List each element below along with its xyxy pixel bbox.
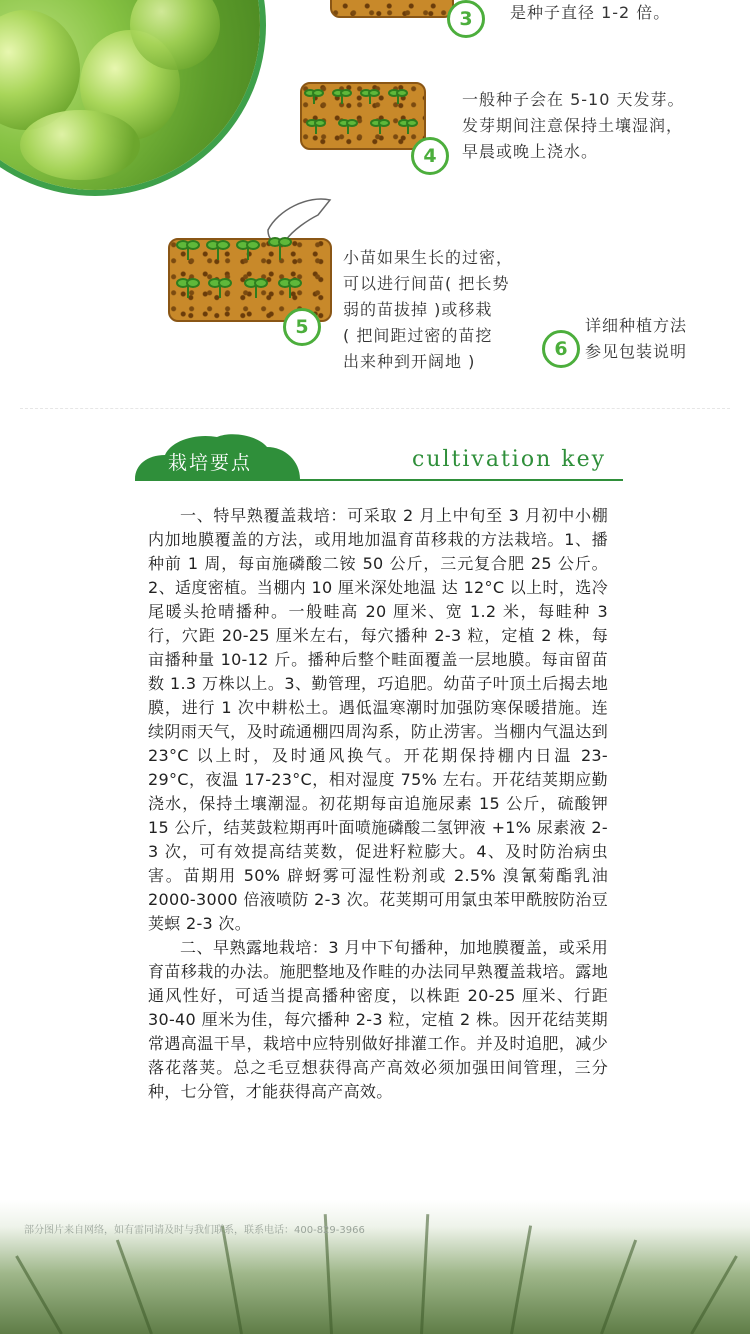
step-line: 弱的苗拔掉 )或移栽 xyxy=(343,300,493,319)
cultivation-article xyxy=(148,504,608,1104)
step-number-badge: 4 xyxy=(411,137,449,175)
seedlings-illustration xyxy=(168,190,338,310)
soil-tray-illustration xyxy=(330,0,454,18)
step-line: ( 把间距过密的苗挖 xyxy=(343,326,493,345)
step-line: 可以进行间苗( 把长势 xyxy=(343,274,510,293)
step-line: 详细种植方法 xyxy=(585,316,688,335)
step-line: 小苗如果生长的过密， xyxy=(343,248,514,267)
step-description xyxy=(462,87,685,165)
step-number-badge: 5 xyxy=(283,308,321,346)
edamame-photo xyxy=(0,0,260,190)
paragraph: 一、特早熟覆盖栽培：可采取 2 月上中旬至 3 月初中小棚内加地膜覆盖的方法，或用地加温育苗移栽的方法栽培。1、播种前 1 周，每亩施磷酸二铵 50 公斤，三元复合肥 25 公斤。2、适度密植。当棚内 10 厘米深处地温 达 12°C 以上时，选冷尾暖头抢晴播种。一般畦高 20 厘米、宽 1.2 米，每畦种 3 行，穴距 20-25 厘米左右，每穴播种 2-3 粒，定植 2 株，每亩播种量 10-12 斤。播种后整个畦面覆盖一层地膜。每亩留苗数 1.3 万株以上。3、勤管理，巧追肥。幼苗子叶顶土后揭去地膜，进行 1 次中耕松土。遇低温寒潮时加强防寒保暖措施。连续阴雨天气，及时疏通棚四周沟系，防止涝害。当棚内气温达到 23°C 以上时，及时通风换气。开花期保持棚内日温 23-29°C，夜温 17-23°C，相对湿度 75% 左右。开花结荚期应勤浇水，保持土壤潮湿。初花期每亩追施尿素 15 公斤，硫酸钾 15 公斤，结荚鼓粒期再叶面喷施磷酸二氢钾液 +1% 尿素液 2-3 次，可有效提高结荚数，促进籽粒膨大。4、及时防治病虫害。苗期用 50% 辟蚜雾可湿性粉剂或 2.5% 溴氰菊酯乳油 2000-3000 倍液喷防 2-3 次。花荚期可用氯虫苯甲酰胺防治豆荚螟 2-3 次。 xyxy=(148,506,608,933)
step-description xyxy=(343,245,513,375)
section-underline xyxy=(135,479,623,481)
section-subtitle: cultivation key xyxy=(412,447,607,472)
section-title: 栽培要点 xyxy=(168,452,253,474)
step-number-badge: 3 xyxy=(447,0,485,38)
paragraph: 二、早熟露地栽培：3 月中下旬播种，加地膜覆盖，或采用育苗移栽的办法。施肥整地及作畦的办法同早熟覆盖栽培。露地通风性好，可适当提高播种密度，以株距 20-25 厘米、行距 30-40 厘米为佳，每穴播种 2-3 粒，定植 2 株。因开花结荚期常遇高温干旱，栽培中应特别做好排灌工作。并及时追肥，减少落花落荚。总之毛豆想获得高产高效必须加强田间管理，三分种，七分管，才能获得高产高效。 xyxy=(148,938,608,1101)
sprouts-illustration xyxy=(300,82,425,148)
step-description xyxy=(585,313,687,365)
step-description: 是种子直径 1-2 倍。 xyxy=(510,3,671,22)
step-number-badge: 6 xyxy=(542,330,580,368)
step-line: 发芽期间注意保持土壤湿润， xyxy=(462,116,684,135)
step-line: 早晨或晚上浇水。 xyxy=(462,142,599,161)
section-divider xyxy=(20,408,730,409)
step-line: 一般种子会在 5-10 天发芽。 xyxy=(462,90,685,109)
step-line: 参见包装说明 xyxy=(585,342,688,361)
copyright-note: 部分图片来自网络，如有雷同请及时与我们联系，联系电话：400-829-3966 xyxy=(24,1225,365,1236)
step-line: 出来种到开阔地 ) xyxy=(343,352,476,371)
